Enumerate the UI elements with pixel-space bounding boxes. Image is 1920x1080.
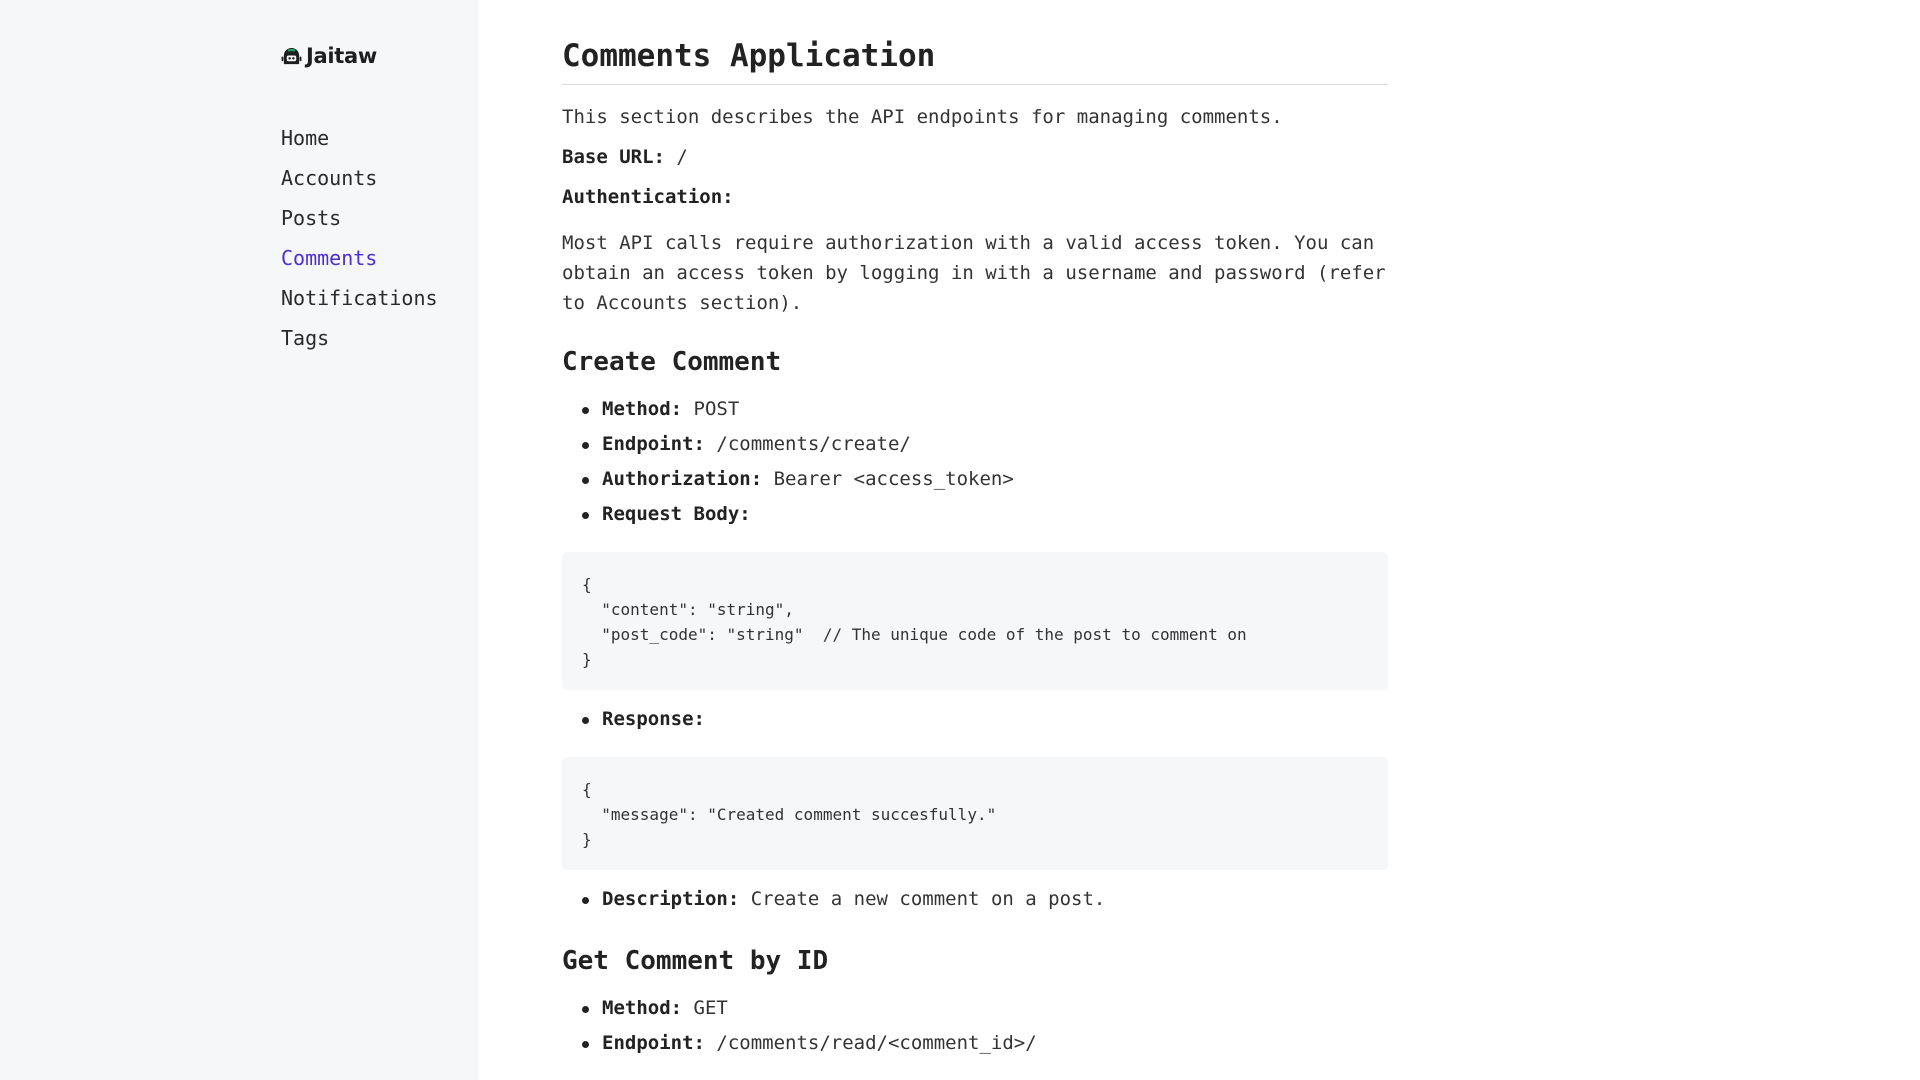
section-title-create-comment: Create Comment [562, 347, 782, 377]
list-item [562, 1026, 1388, 1061]
auth-text: Most API calls require authorization with a valid access token. You can obtain an access token by logging in with a username and password (refer to Accounts section). [562, 232, 1386, 314]
list-item [562, 392, 1388, 427]
sidebar-item-home[interactable]: Home [281, 126, 330, 150]
auth-heading [562, 182, 1388, 212]
endpoint-label: Endpoint: [602, 433, 705, 455]
sidebar-item-notifications[interactable]: Notifications [281, 286, 438, 310]
page-title: Comments Application [562, 36, 1388, 85]
sidebar-item-comments[interactable]: Comments [281, 246, 378, 270]
request-body-code[interactable]: { "content": "string", "post_code": "string" // The unique code of the post to comment on } [562, 552, 1388, 690]
base-url-value: / [664, 146, 688, 168]
list-item [562, 497, 1388, 532]
brand-logo[interactable] [281, 42, 377, 70]
description-label: Description: [602, 888, 740, 910]
list-item [562, 427, 1388, 462]
sidebar [0, 0, 478, 1080]
create-comment-description [562, 882, 1388, 917]
method-value: GET [682, 997, 728, 1019]
authorization-label: Authorization: [602, 468, 763, 490]
method-label: Method: [602, 997, 683, 1019]
sidebar-nav [281, 122, 438, 362]
endpoint-label: Endpoint: [602, 1032, 705, 1054]
list-item [562, 702, 1388, 737]
endpoint-value: /comments/read/<comment_id>/ [704, 1032, 1037, 1054]
method-label: Method: [602, 398, 683, 420]
get-comment-details [562, 991, 1388, 1061]
response-label: Response: [602, 708, 705, 730]
create-comment-details [562, 392, 1388, 532]
method-value: POST [682, 398, 740, 420]
sidebar-item-accounts[interactable]: Accounts [281, 166, 378, 190]
robot-head-icon [281, 47, 302, 66]
list-item [562, 991, 1388, 1026]
section-title-get-comment: Get Comment by ID [562, 946, 829, 976]
main-content [562, 36, 1388, 1061]
create-comment-response [562, 702, 1388, 737]
base-url [562, 142, 1388, 172]
description-value: Create a new comment on a post. [739, 888, 1106, 910]
endpoint-value: /comments/create/ [704, 433, 911, 455]
brand-name: Jaitaw [306, 44, 377, 68]
intro-text: This section describes the API endpoints for managing comments. [562, 106, 1283, 128]
sidebar-item-tags[interactable]: Tags [281, 326, 330, 350]
response-code[interactable]: { "message": "Created comment succesfully." } [562, 757, 1388, 870]
request-body-label: Request Body: [602, 503, 751, 525]
sidebar-item-posts[interactable]: Posts [281, 206, 342, 230]
auth-label: Authentication: [562, 186, 734, 208]
list-item [562, 882, 1388, 917]
list-item [562, 462, 1388, 497]
authorization-value: Bearer <access_token> [762, 468, 1014, 490]
base-url-label: Base URL: [562, 146, 665, 168]
